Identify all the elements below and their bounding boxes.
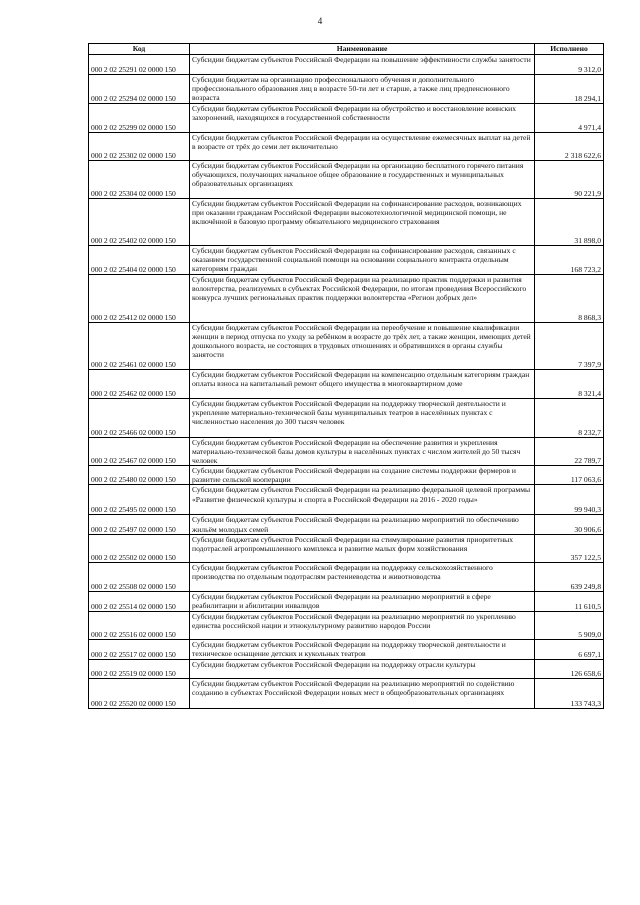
table-row [89,466,604,485]
header-code: Код [89,44,190,55]
row-name: Субсидии бюджетам субъектов Российской Федерации на поддержку творческой деятельности и техническое оснащение детских и кукольных театров [190,639,535,659]
subsidies-table [88,43,604,709]
row-name: Субсидии бюджетам субъектов Российской Федерации на обустройство и восстановление воинских захоронений, находящихся в государственной собственности [190,104,535,133]
row-name: Субсидии бюджетам субъектов Российской Федерации на поддержку сельскохозяйственного производства по отдельным подотраслям растениеводства и животноводства [190,562,535,591]
row-code: 000 2 02 25516 02 0000 150 [89,611,190,639]
row-name: Субсидии бюджетам субъектов Российской Федерации на реализацию мероприятий по обеспечению жильём молодых семей [190,515,535,534]
row-name: Субсидии бюджетам субъектов Российской Федерации на осуществление ежемесячных выплат на детей в возрасте от трёх до семи лет включительно [190,133,535,161]
row-code: 000 2 02 25299 02 0000 150 [89,104,190,133]
table-row [89,55,604,75]
row-executed: 22 789,7 [535,438,604,466]
row-executed: 126 658,6 [535,659,604,678]
row-executed: 99 940,3 [535,485,604,515]
row-code: 000 2 02 25291 02 0000 150 [89,55,190,75]
row-name: Субсидии бюджетам субъектов Российской Федерации на стимулирование развития приоритетных подотраслей агропромышленного комплекса и развитие малых форм хозяйствования [190,534,535,562]
page-number: 4 [317,16,323,26]
table-row [89,370,604,399]
row-code: 000 2 02 25304 02 0000 150 [89,161,190,199]
row-name: Субсидии бюджетам субъектов Российской Федерации на реализацию мероприятий в сфере реабилитации и абилитации инвалидов [190,591,535,611]
row-name: Субсидии бюджетам субъектов Российской Федерации на поддержку творческой деятельности и укрепление материально-технической базы муниципальных театров в населённых пунктах с численностью населения до 300 тысяч человек [190,399,535,438]
row-code: 000 2 02 25508 02 0000 150 [89,562,190,591]
row-code: 000 2 02 25462 02 0000 150 [89,370,190,399]
table-row [89,275,604,323]
row-executed: 9 312,0 [535,55,604,75]
row-name: Субсидии бюджетам субъектов Российской Федерации на реализацию практик поддержки и развития волонтерства, реализуемых в субъектах Российской Федерации, по итогам проведения Всероссийского конкурса лучших региональных практик поддержки волонтерства «Регион добрых дел» [190,275,535,323]
row-executed: 133 743,3 [535,678,604,708]
row-executed: 639 249,8 [535,562,604,591]
row-executed: 7 397,9 [535,323,604,370]
header-executed: Исполнено [535,44,604,55]
row-code: 000 2 02 25461 02 0000 150 [89,323,190,370]
table-row [89,399,604,438]
row-name: Субсидии бюджетам субъектов Российской Федерации на обеспечение развития и укрепления материально-технической базы домов культуры в населённых пунктах с числом жителей до 50 тысяч человек [190,438,535,466]
table-row [89,485,604,515]
row-code: 000 2 02 25520 02 0000 150 [89,678,190,708]
row-code: 000 2 02 25514 02 0000 150 [89,591,190,611]
table-row [89,534,604,562]
table-row [89,515,604,534]
row-name: Субсидии бюджетам субъектов Российской Федерации на повышение эффективности службы занятости [190,55,535,75]
row-name: Субсидии бюджетам субъектов Российской Федерации на реализацию мероприятий по содействию созданию в субъектах Российской Федерации новых мест в общеобразовательных организациях [190,678,535,708]
table-header-row [89,44,604,55]
table-row [89,246,604,275]
table-row [89,323,604,370]
row-code: 000 2 02 25294 02 0000 150 [89,75,190,104]
row-code: 000 2 02 25466 02 0000 150 [89,399,190,438]
row-code: 000 2 02 25402 02 0000 150 [89,199,190,246]
row-executed: 8 232,7 [535,399,604,438]
row-name: Субсидии бюджетам субъектов Российской Федерации на реализацию федеральной целевой программы «Развитие физической культуры и спорта в Российской Федерации на 2016 - 2020 годы» [190,485,535,515]
row-code: 000 2 02 25497 02 0000 150 [89,515,190,534]
header-name: Наименование [190,44,535,55]
row-executed: 18 294,1 [535,75,604,104]
row-code: 000 2 02 25412 02 0000 150 [89,275,190,323]
row-executed: 11 610,5 [535,591,604,611]
row-executed: 6 697,1 [535,639,604,659]
row-executed: 5 909,0 [535,611,604,639]
row-name: Субсидии бюджетам на организацию профессионального обучения и дополнительного профессионального образования лиц в возрасте 50-ти лет и старше, а также лиц предпенсионного возраста [190,75,535,104]
table-row [89,678,604,708]
row-executed: 357 122,5 [535,534,604,562]
row-name: Субсидии бюджетам субъектов Российской Федерации на компенсацию отдельным категориям граждан оплаты взноса на капитальный ремонт общего имущества в многоквартирном доме [190,370,535,399]
row-code: 000 2 02 25517 02 0000 150 [89,639,190,659]
row-name: Субсидии бюджетам субъектов Российской Федерации на переобучение и повышение квалификации женщин в период отпуска по уходу за ребёнком в возрасте до трёх лет, а также женщин, имеющих детей дошкольного возраста, не состоящих в трудовых отношениях и обратившихся в органы службы занятости [190,323,535,370]
row-name: Субсидии бюджетам субъектов Российской Федерации на создание системы поддержки фермеров и развитие сельской кооперации [190,466,535,485]
row-code: 000 2 02 25502 02 0000 150 [89,534,190,562]
row-code: 000 2 02 25302 02 0000 150 [89,133,190,161]
table-row [89,659,604,678]
row-code: 000 2 02 25467 02 0000 150 [89,438,190,466]
table-row [89,133,604,161]
row-code: 000 2 02 25404 02 0000 150 [89,246,190,275]
row-executed: 117 063,6 [535,466,604,485]
row-name: Субсидии бюджетам субъектов Российской Федерации на софинансирование расходов, возникающих при оказании гражданам Российской Федерации высокотехнологичной медицинской помощи, не включённой в базовую программу обязательного медицинского страхования [190,199,535,246]
table-row [89,611,604,639]
row-executed: 4 971,4 [535,104,604,133]
table-row [89,161,604,199]
row-name: Субсидии бюджетам субъектов Российской Федерации на реализацию мероприятий по укреплению единства российской нации и этнокультурному развитию народов России [190,611,535,639]
row-code: 000 2 02 25480 02 0000 150 [89,466,190,485]
table-row [89,199,604,246]
table-row [89,75,604,104]
table-row [89,438,604,466]
row-executed: 2 318 622,6 [535,133,604,161]
row-executed: 8 868,3 [535,275,604,323]
row-executed: 90 221,9 [535,161,604,199]
table-row [89,562,604,591]
row-code: 000 2 02 25519 02 0000 150 [89,659,190,678]
table-row [89,639,604,659]
row-executed: 8 321,4 [535,370,604,399]
table-row [89,104,604,133]
row-code: 000 2 02 25495 02 0000 150 [89,485,190,515]
table-row [89,591,604,611]
row-executed: 168 723,2 [535,246,604,275]
row-name: Субсидии бюджетам субъектов Российской Федерации на поддержку отрасли культуры [190,659,535,678]
row-name: Субсидии бюджетам субъектов Российской Федерации на организацию бесплатного горячего питания обучающихся, получающих начальное общее образование в государственных и муниципальных образовательных организациях [190,161,535,199]
row-executed: 30 906,6 [535,515,604,534]
row-name: Субсидии бюджетам субъектов Российской Федерации на софинансирование расходов, связанных с оказанием государственной социальной помощи на основании социального контракта отдельным категориям граждан [190,246,535,275]
row-executed: 31 898,0 [535,199,604,246]
table-body [89,55,604,709]
